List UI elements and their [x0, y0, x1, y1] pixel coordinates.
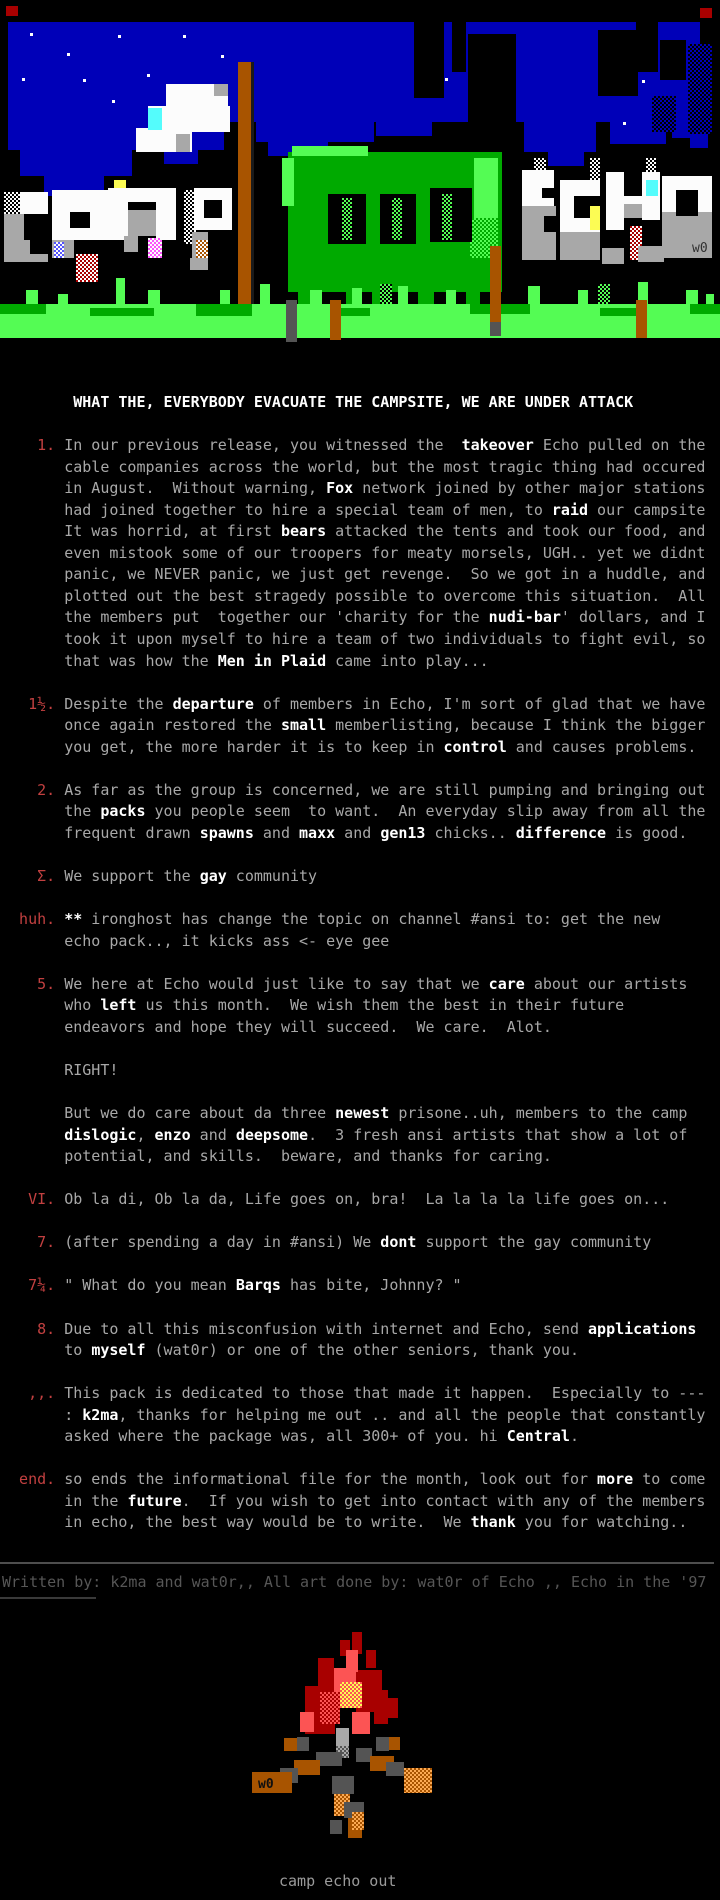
nfo-line: that was how the Men in Plaid came into play... — [64, 651, 489, 670]
bold-text: takeover — [461, 436, 534, 455]
bold-text: dislogic — [64, 1125, 137, 1144]
banner-signature: w0 — [692, 241, 708, 256]
nfo-line — [1, 1082, 705, 1104]
nfo-line — [1, 672, 705, 694]
nfo-line: 8. Due to all this misconfusion with internet and Echo, send applications — [1, 1319, 697, 1338]
nfo-header-line — [1, 392, 705, 414]
nfo-line: potential, and skills. beware, and thanks for caring. — [64, 1147, 552, 1166]
nfo-line: 7¼. " What do you mean Barqs has bite, Johnny? " — [1, 1276, 462, 1295]
section-label: 5. — [1, 974, 65, 993]
nfo-line: you get, the more harder it is to keep in control and causes problems. — [64, 737, 697, 756]
nfo-line: dislogic, enzo and deepsome. 3 fresh ansi artists that show a lot of — [64, 1125, 688, 1144]
nfo-line: VI. Ob la di, Ob la da, Life goes on, bra! La la la la life goes on... — [1, 1190, 670, 1209]
nfo-line: took it upon myself to hire a team of two individuals to fight evil, so — [64, 630, 706, 649]
bold-text: Central — [506, 1427, 570, 1446]
nfo-line: had joined together to hire a special team of men, to raid our campsite — [64, 500, 706, 519]
bold-text: left — [100, 996, 137, 1015]
section-label: 2. — [1, 780, 65, 799]
nfo-line: 1½. Despite the departure of members in Echo, I'm sort of glad that we have — [1, 694, 706, 713]
section-label: ,,. — [1, 1384, 65, 1403]
campfire-logs — [252, 1737, 432, 1838]
nfo-line: 5. We here at Echo would just like to say that we care about our artists — [1, 974, 688, 993]
bold-text: ** — [64, 910, 83, 929]
section-label: 7¼. — [1, 1276, 65, 1295]
nfo-line: end. so ends the informational file for the month, look out for more to come — [1, 1470, 706, 1489]
campfire-art — [0, 1628, 720, 1858]
info-text — [1, 392, 705, 1534]
bold-text: bears — [280, 522, 327, 541]
nfo-line: 1. In our previous release, you witnessed the takeover Echo pulled on the — [1, 436, 706, 455]
nfo-line: cable companies across the world, but the most tragic thing had occured — [64, 457, 706, 476]
nfo-line: frequent drawn spawns and maxx and gen13 chicks.. difference is good. — [64, 823, 688, 842]
nfo-line: asked where the package was, all 300+ of you. hi Central. — [64, 1427, 579, 1446]
banner-art — [0, 0, 720, 345]
bold-text: raid — [551, 500, 589, 519]
bold-text: control — [443, 737, 507, 756]
section-label: huh. — [1, 910, 65, 929]
nfo-line: huh. ** ironghost has change the topic on channel #ansi to: get the new — [1, 910, 661, 929]
bold-text: packs — [100, 802, 146, 821]
nfo-line: RIGHT! — [64, 1060, 119, 1079]
nfo-line: in August. Without warning, Fox network joined by other major stations — [64, 479, 706, 498]
outro-text: camp echo out — [279, 1872, 397, 1890]
footer-underline — [0, 1597, 96, 1599]
nfo-line: to myself (wat0r) or one of the other seniors, thank you. — [64, 1341, 579, 1360]
bold-text: difference — [515, 823, 607, 842]
campfire-signature: w0 — [258, 1777, 274, 1792]
bold-text: Fox — [326, 479, 354, 498]
nfo-line — [1, 1448, 705, 1470]
bold-text: maxx — [299, 823, 336, 842]
nfo-line — [1, 758, 705, 780]
nfo-line: endeavors and hope they will succeed. We care. Alot. — [64, 1017, 552, 1036]
bold-text: nudi-bar — [488, 608, 561, 627]
bold-text: dont — [380, 1233, 417, 1252]
nfo-line: in echo, the best way would be to write. We thank you for watching.. — [64, 1513, 688, 1532]
nfo-line — [1, 952, 705, 974]
nfo-line: ,,. This pack is dedicated to those that made it happen. Especially to --- — [1, 1384, 706, 1403]
bold-text: gay — [199, 867, 227, 886]
bold-text: future — [127, 1491, 182, 1510]
nfo-line: plotted out the best stragedy possible to overcome this situation. All — [64, 586, 706, 605]
bold-text: Barqs — [235, 1276, 281, 1295]
nfo-line: even mistook some of our troopers for meaty morsels, UGH.. yet we didnt — [64, 543, 706, 562]
nfo-line — [1, 1297, 705, 1319]
nfo-line: the members put together our 'charity for the nudi-bar' dollars, and I — [64, 608, 706, 627]
page-title: WHAT THE, EVERYBODY EVACUATE THE CAMPSITE, WE ARE UNDER ATTACK — [73, 393, 634, 411]
bold-text: applications — [588, 1319, 697, 1338]
bold-text: newest — [335, 1104, 390, 1123]
bold-text: k2ma — [82, 1405, 119, 1424]
section-label: 1. — [1, 436, 65, 455]
section-label: 7. — [1, 1233, 65, 1252]
nfo-line: : k2ma, thanks for helping me out .. and all the people that constantly — [64, 1405, 706, 1424]
section-label: 1½. — [1, 694, 65, 713]
nfo-line: once again restored the small memberlisting, because I think the bigger — [64, 716, 706, 735]
section-label: Σ. — [1, 867, 65, 886]
nfo-line: in the future. If you wish to get into contact with any of the members — [64, 1491, 706, 1510]
bold-text: more — [597, 1470, 634, 1489]
nfo-line: 2. As far as the group is concerned, we are still pumping and bringing out — [1, 780, 706, 799]
section-label: end. — [1, 1470, 65, 1489]
nfo-line — [1, 888, 705, 910]
bold-text: care — [488, 974, 525, 993]
nfo-line: panic, we NEVER panic, we just get revenge. So we got in a huddle, and — [64, 565, 706, 584]
nfo-line — [1, 1211, 705, 1233]
nfo-line: echo pack.., it kicks ass <- eye gee — [64, 931, 390, 950]
nfo-line — [1, 1362, 705, 1384]
nfo-line: who left us this month. We wish them the best in their future — [64, 996, 625, 1015]
nfo-line: the packs you people seem to want. An everyday slip away from all the — [64, 802, 706, 821]
bold-text: myself — [91, 1341, 146, 1360]
bold-text: thank — [470, 1513, 516, 1532]
bold-text: small — [280, 716, 327, 735]
flag-pole — [238, 62, 254, 336]
nfo-line: But we do care about da three newest prisone..uh, members to the camp — [64, 1104, 688, 1123]
bold-text: departure — [172, 694, 254, 713]
section-label: VI. — [1, 1190, 65, 1209]
bold-text: deepsome — [235, 1125, 309, 1144]
nfo-line — [1, 844, 705, 866]
section-label: 8. — [1, 1319, 65, 1338]
bold-text: spawns — [199, 823, 254, 842]
nfo-line: 7. (after spending a day in #ansi) We dont support the gay community — [1, 1233, 652, 1252]
nfo-line — [1, 1168, 705, 1190]
nfo-line: Σ. We support the gay community — [1, 867, 318, 886]
bold-text: gen13 — [380, 823, 426, 842]
bold-text: Men in Plaid — [217, 651, 327, 670]
nfo-line — [1, 1038, 705, 1060]
nfo-line: It was horrid, at first bears attacked the tents and took our food, and — [64, 522, 706, 541]
footer-divider — [0, 1562, 714, 1564]
nfo-line — [1, 1254, 705, 1276]
footer-credits: Written by: k2ma and wat0r,, All art done by: wat0r of Echo ,, Echo in the '97 — [2, 1573, 707, 1591]
bold-text: enzo — [154, 1125, 191, 1144]
nfo-line — [1, 414, 705, 436]
